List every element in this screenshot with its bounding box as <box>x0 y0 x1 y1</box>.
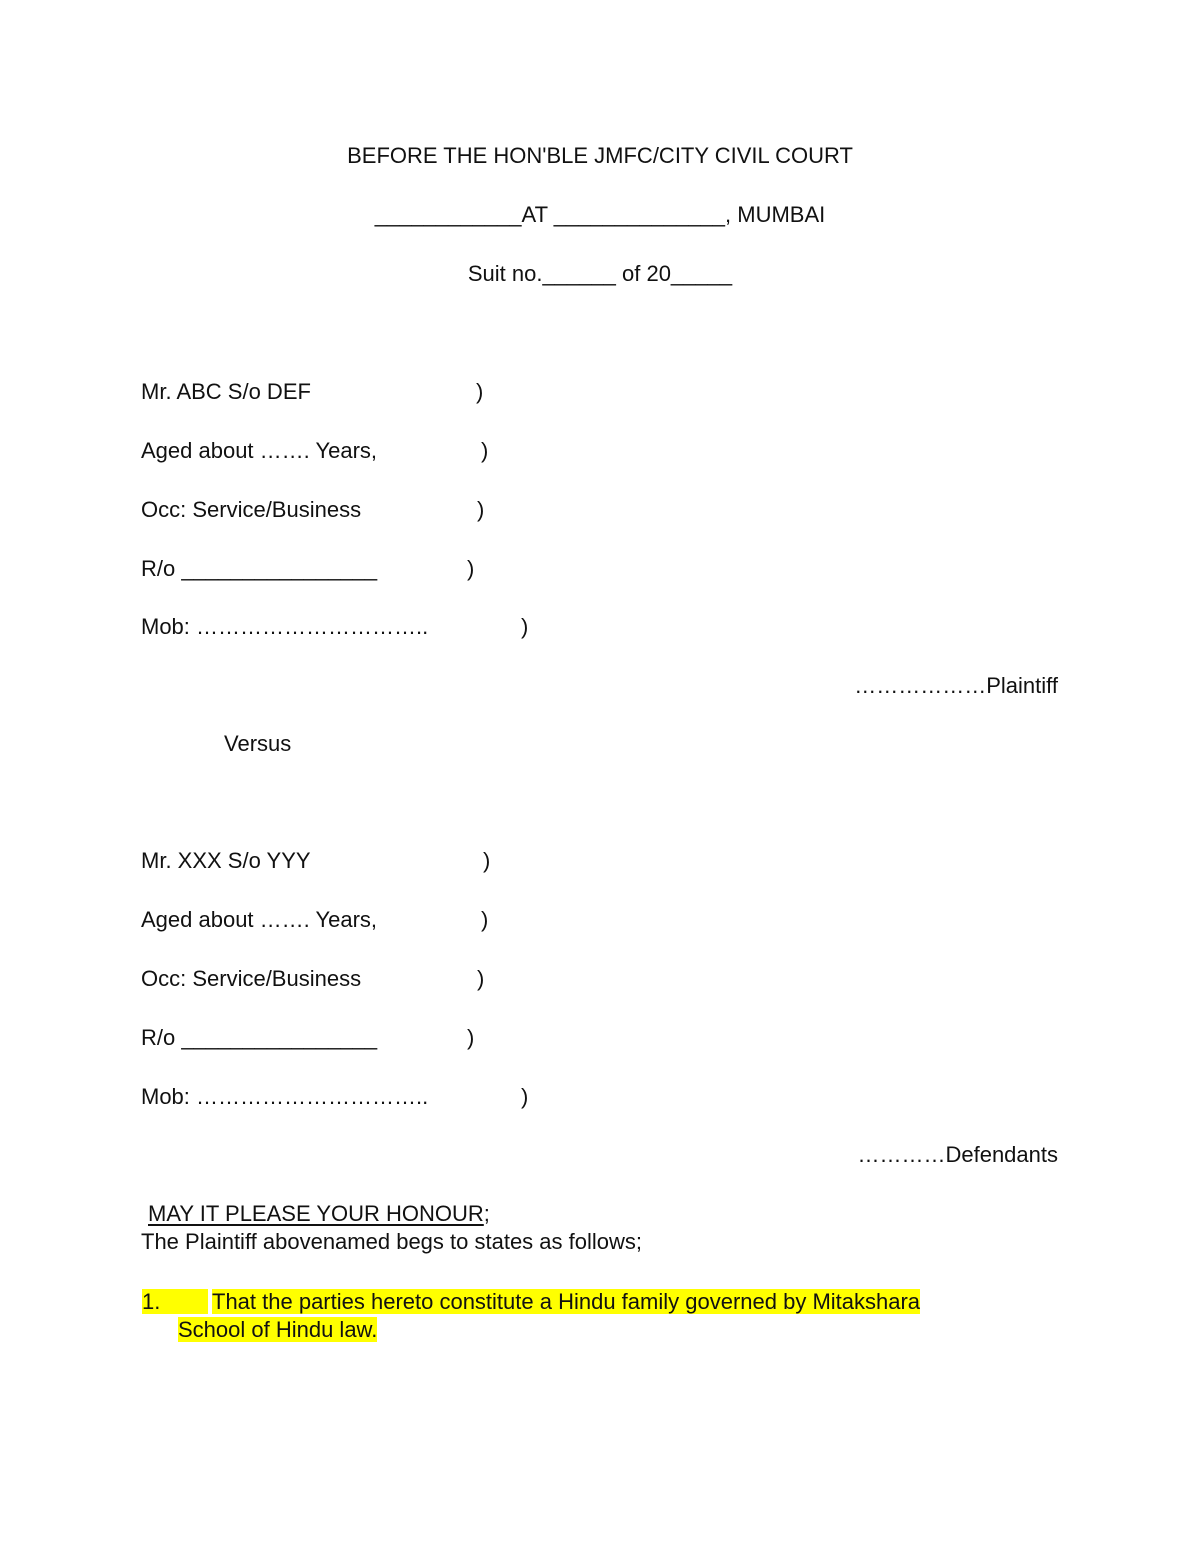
salutation-suffix: ; <box>483 1201 490 1226</box>
defendant-bracket: ) <box>483 848 491 873</box>
paragraph-1-line1: That the parties hereto constitute a Hindu family governed by Mitakshara <box>212 1289 921 1314</box>
paragraph-1-line2-wrap <box>178 1316 377 1344</box>
plaintiff-mobile: Mob: ………………………….. <box>141 614 429 639</box>
defendant-bracket: ) <box>481 907 489 932</box>
defendant-bracket: ) <box>467 1025 475 1050</box>
defendant-name: Mr. XXX S/o YYY <box>141 848 311 873</box>
court-title: BEFORE THE HON'BLE JMFC/CITY CIVIL COURT <box>347 143 853 168</box>
salutation <box>148 1200 490 1228</box>
defendant-occupation: Occ: Service/Business <box>141 966 362 991</box>
defendant-residence: R/o ________________ <box>141 1025 378 1050</box>
plaintiff-label: ………………Plaintiff <box>854 673 1058 698</box>
defendant-bracket: ) <box>477 966 485 991</box>
defendant-age: Aged about ……. Years, <box>141 907 378 932</box>
salutation-text: MAY IT PLEASE YOUR HONOUR <box>148 1201 484 1226</box>
suit-number: Suit no.______ of 20_____ <box>467 261 733 286</box>
defendant-mobile: Mob: ………………………….. <box>141 1084 429 1109</box>
defendants-label: …………Defendants <box>857 1142 1058 1167</box>
versus-label: Versus <box>224 731 292 756</box>
plaintiff-bracket: ) <box>481 438 489 463</box>
intro-text: The Plaintiff abovenamed begs to states as follows; <box>141 1229 642 1254</box>
plaintiff-bracket: ) <box>521 614 529 639</box>
paragraph-1-number: 1. <box>142 1289 208 1314</box>
plaintiff-age: Aged about ……. Years, <box>141 438 378 463</box>
defendant-bracket: ) <box>521 1084 529 1109</box>
paragraph-1-line2: School of Hindu law. <box>178 1317 378 1342</box>
plaintiff-residence: R/o ________________ <box>141 556 378 581</box>
paragraph-1-line1-wrap <box>142 1288 1058 1316</box>
plaintiff-bracket: ) <box>467 556 475 581</box>
court-location: ____________AT ______________, MUMBAI <box>374 202 826 227</box>
plaintiff-name: Mr. ABC S/o DEF <box>141 379 311 404</box>
plaintiff-bracket: ) <box>476 379 484 404</box>
plaintiff-occupation: Occ: Service/Business <box>141 497 362 522</box>
plaintiff-bracket: ) <box>477 497 485 522</box>
paragraph-1-number-wrap <box>142 1288 208 1316</box>
